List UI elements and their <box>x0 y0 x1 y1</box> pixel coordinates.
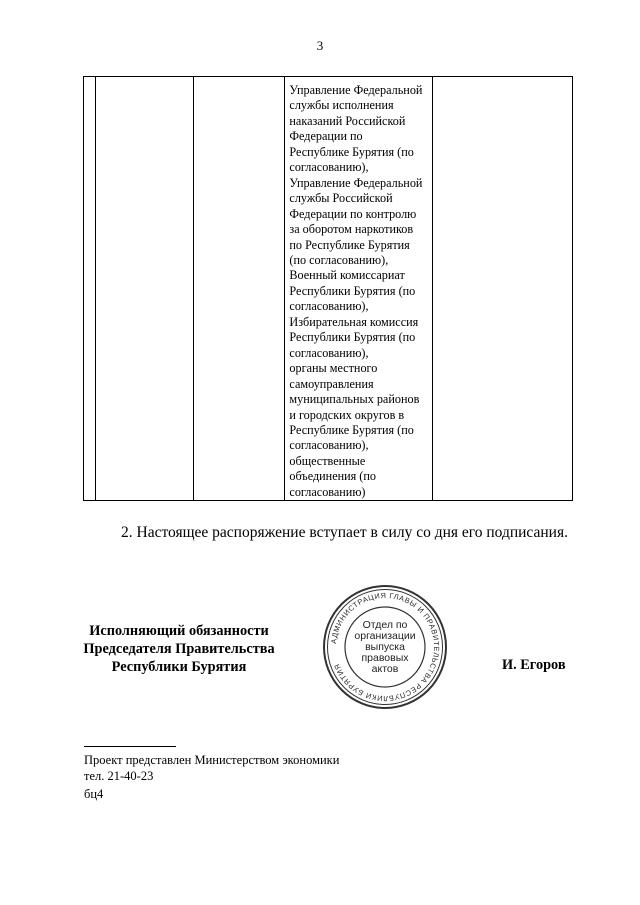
responsible-line: согласованию), <box>289 345 369 360</box>
position-line: Республики Бурятия <box>111 659 247 675</box>
table-cell-deadline <box>193 77 285 501</box>
responsible-line: Избирательная комиссия <box>289 314 419 329</box>
effective-clause: 2. Настоящее распоряжение вступает в силу со дня его подписания. <box>121 524 568 541</box>
document-code: бц4 <box>84 787 104 801</box>
table-cell-note <box>433 77 573 501</box>
responsible-line: Республике Бурятия (по <box>289 144 414 159</box>
official-stamp <box>321 583 449 711</box>
responsible-line: объединения (по <box>289 469 376 484</box>
position-line: Председателя Правительства <box>83 641 275 657</box>
responsible-line: за оборотом наркотиков <box>289 222 414 237</box>
footnote-divider <box>84 746 176 747</box>
responsible-line: органы местного <box>289 361 378 376</box>
stamp-line: Отдел по <box>362 618 408 631</box>
stamp-line: организации <box>354 629 416 642</box>
responsible-line: общественные <box>289 453 366 468</box>
page-number: 3 <box>316 38 324 53</box>
responsible-line: Управление Федеральной <box>289 175 423 190</box>
responsible-line: и городских округов в <box>289 407 405 422</box>
table-cell-event <box>95 77 193 501</box>
responsible-line: службы исполнения <box>289 98 394 113</box>
table-cell-number <box>84 77 96 501</box>
responsible-line: самоуправления <box>289 376 374 391</box>
responsible-line: Федерации по <box>289 129 363 144</box>
footnote-line: Проект представлен Министерством экономики <box>84 753 340 767</box>
footnote-line: тел. 21-40-23 <box>84 769 154 783</box>
stamp-line: правовых <box>361 651 409 664</box>
responsible-line: согласованию), <box>289 160 369 175</box>
responsible-line: Военный комиссариат <box>289 268 405 283</box>
responsible-line: Республики Бурятия (по <box>289 283 416 298</box>
table-row <box>84 77 573 501</box>
stamp-line: актов <box>371 662 399 675</box>
stamp-center-text <box>321 583 449 711</box>
responsible-line: Республики Бурятия (по <box>289 330 416 345</box>
responsible-line: по Республике Бурятия <box>289 237 410 252</box>
responsible-line: муниципальных районов <box>289 392 420 407</box>
responsible-line: Федерации по контролю <box>289 206 417 221</box>
signatory-name: И. Егоров <box>502 657 566 673</box>
responsible-line: наказаний Российской <box>289 113 406 128</box>
responsible-line: (по согласованию), <box>289 252 389 267</box>
responsible-line: согласованию), <box>289 438 369 453</box>
responsible-line: Республике Бурятия (по <box>289 422 414 437</box>
responsible-line: Управление Федеральной <box>289 83 423 97</box>
table-cell-responsible <box>285 77 433 501</box>
responsible-line: согласованию) <box>289 484 366 499</box>
stamp-ring-text: АДМИНИСТРАЦИЯ ГЛАВЫ И ПРАВИТЕЛЬСТВА РЕСПУБЛИКИ БУРЯТИЯ <box>329 590 442 704</box>
footnote <box>84 752 339 784</box>
responsible-line: службы Российской <box>289 191 393 206</box>
stamp-line: выпуска <box>365 640 405 653</box>
continuation-table <box>83 76 573 501</box>
responsible-line: согласованию), <box>289 299 369 314</box>
position-line: Исполняющий обязанности <box>89 623 269 639</box>
signatory-position <box>78 622 280 676</box>
